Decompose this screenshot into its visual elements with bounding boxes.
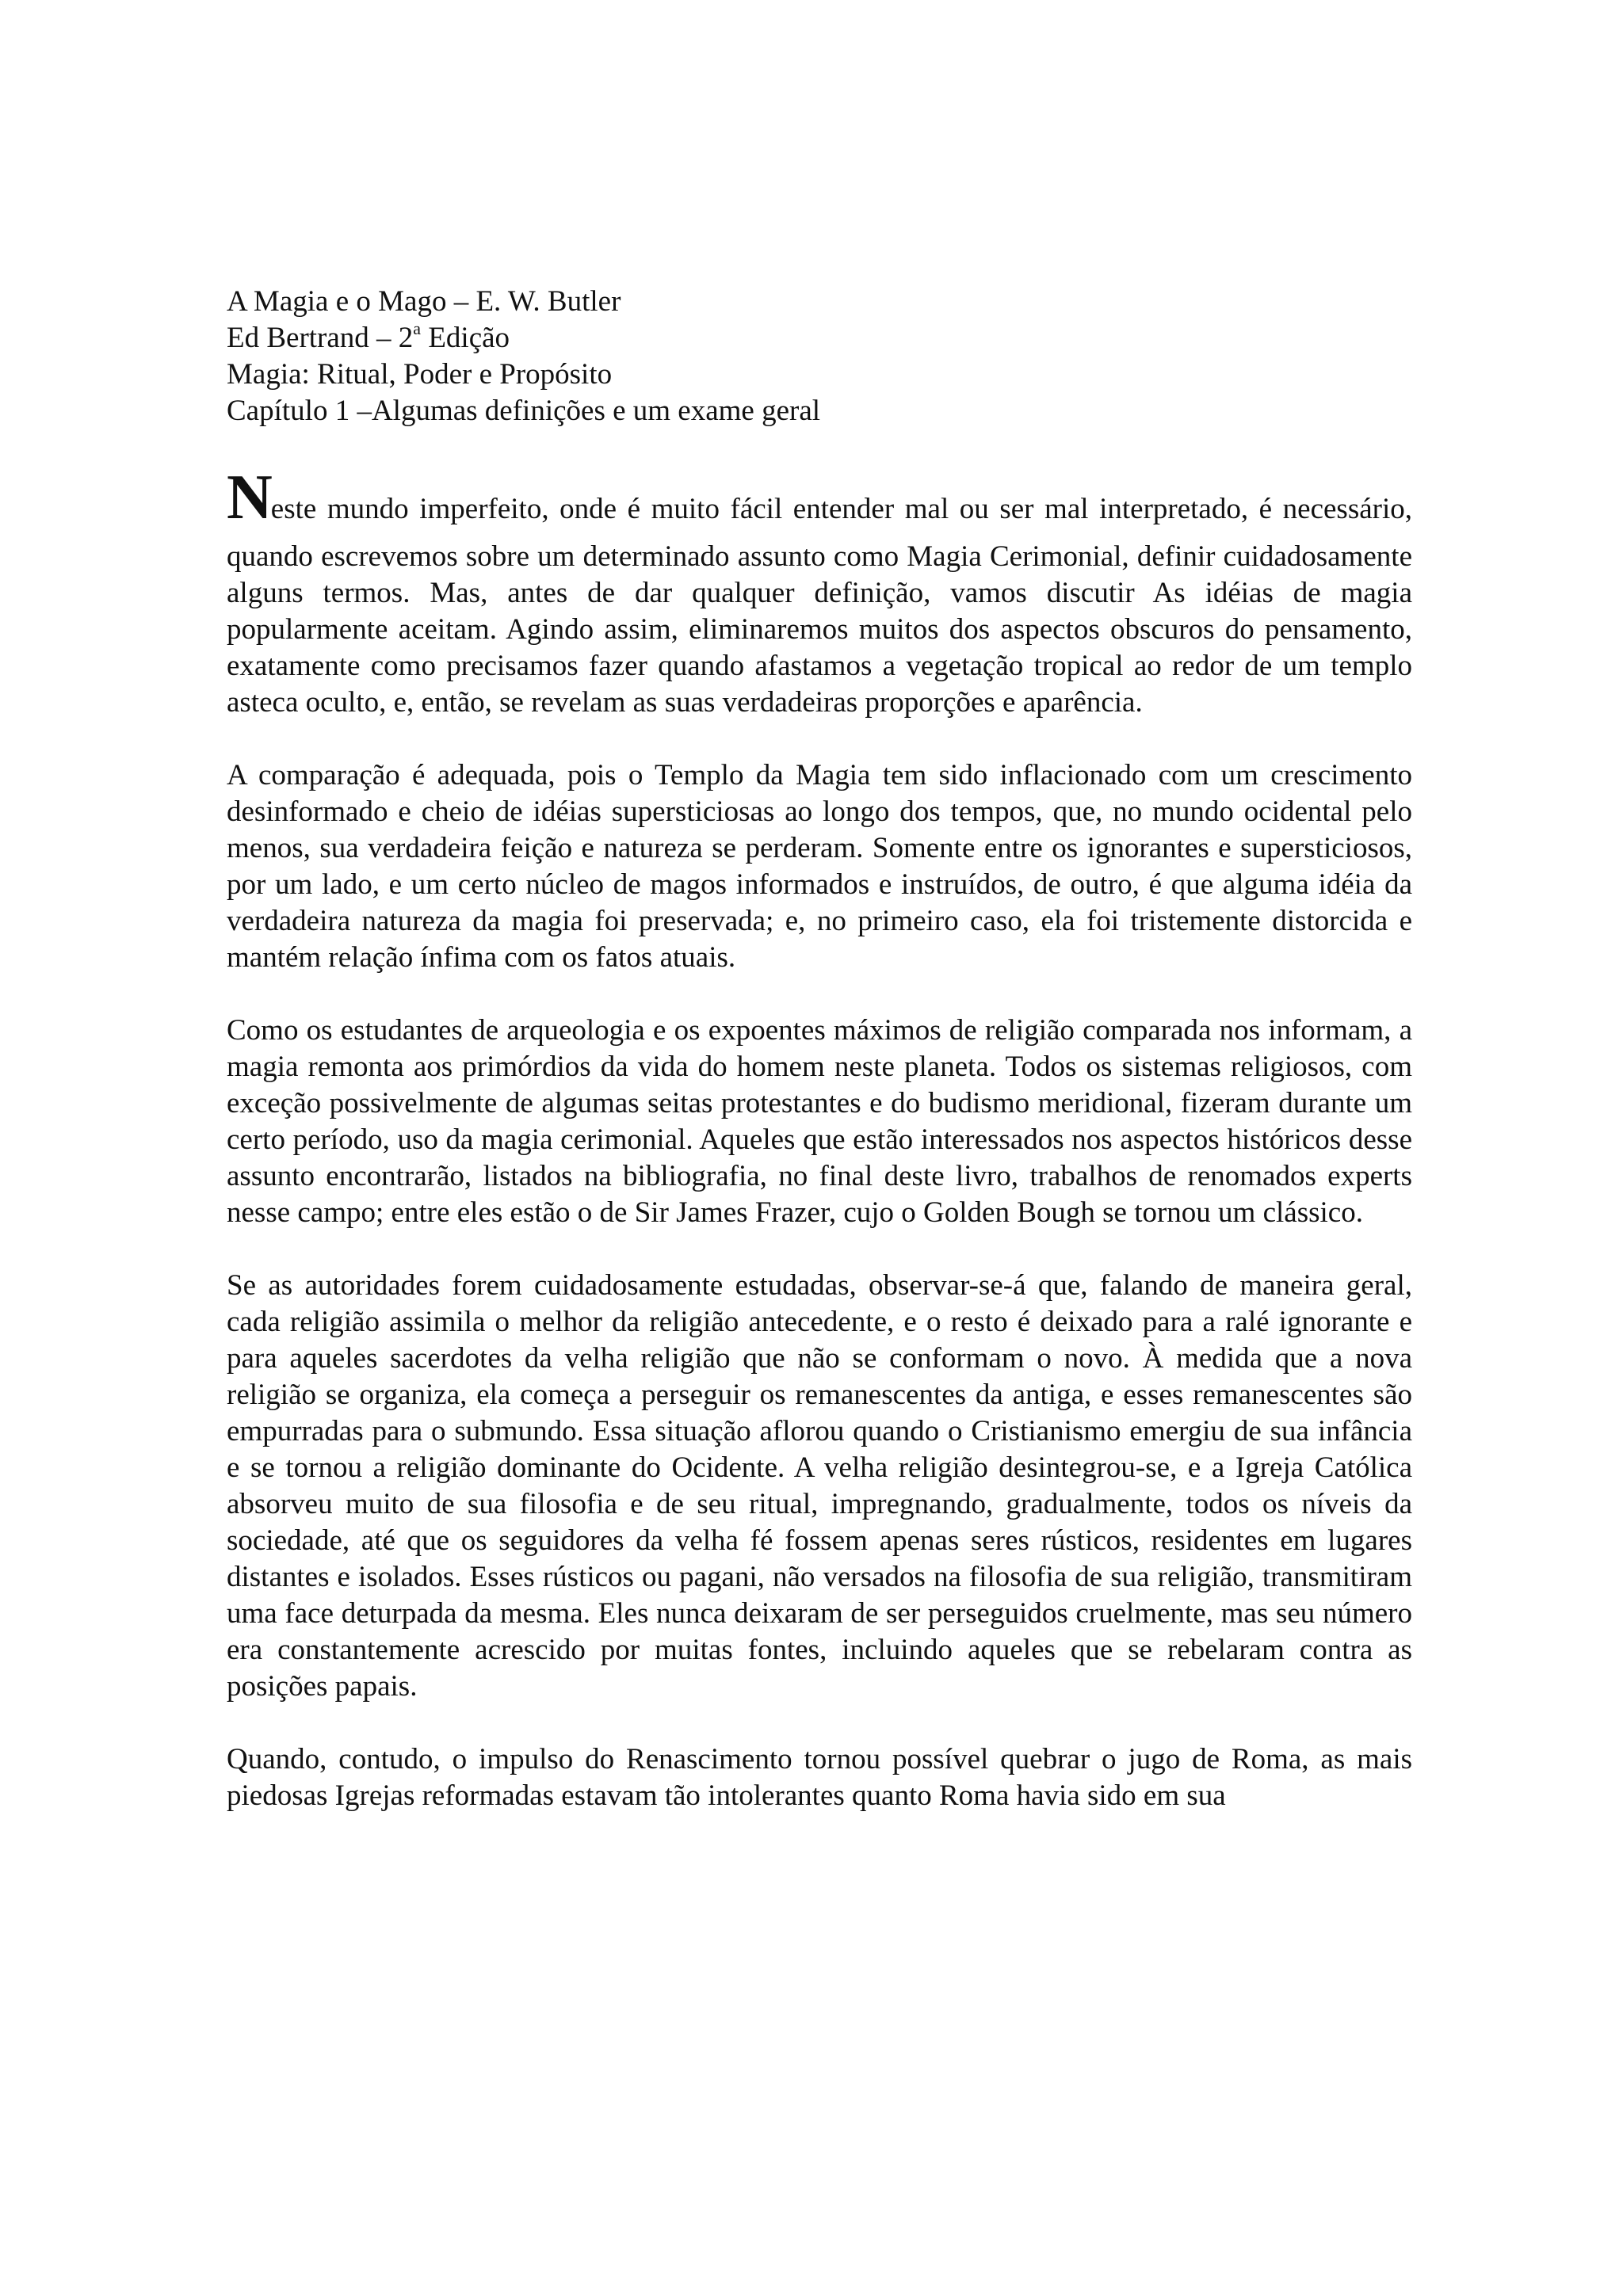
paragraph-4: Se as autoridades forem cuidadosamente estudadas, observar-se-á que, falando de maneira geral, cada religião assimila o melhor da religião antecedente, e o resto é deixado para a ralé ignorante e para aqueles sacerdotes da velha religião que não se conformam o novo. À medida que a nova religião se organiza, ela começa a perseguir os remanescentes da antiga, e esses remanescentes são empurradas para o submundo. Essa situação aflorou quando o Cristianismo emergiu de sua infância e se tornou a religião dominante do Ocidente. A velha religião desintegrou-se, e a Igreja Católica absorveu muito de sua filosofia e de seu ritual, impregnando, gradualmente, todos os níveis da sociedade, até que os seguidores da velha fé fossem apenas seres rústicos, residentes em lugares distantes e isolados. Esses rústicos ou pagani, não versados na filosofia de sua religião, transmitiram uma face deturpada da mesma. Eles nunca deixaram de ser perseguidos cruelmente, mas seu número era constantemente acrescido por muitas fontes, incluindo aqueles que se rebelaram contra as posições papais. [227, 1269, 1412, 1703]
paragraph-1 [227, 463, 1412, 721]
chapter-title: Capítulo 1 –Algumas definições e um exame geral [227, 395, 821, 427]
paragraph-1-text: este mundo imperfeito, onde é muito fácil entender mal ou ser mal interpretado, é necessário, quando escrevemos sobre um determinado assunto como Magia Cerimonial, definir cuidadosamente alguns termos. Mas, antes de dar qualquer definição, vamos discutir As idéias de magia popularmente aceitam. Agindo assim, eliminaremos muitos dos aspectos obscuros do pensamento, exatamente como precisamos fazer quando afastamos a vegetação tropical ao redor de um templo asteca oculto, e, então, se revelam as suas verdadeiras proporções e aparência. [227, 493, 1412, 719]
subtitle-line: Magia: Ritual, Poder e Propósito [227, 358, 613, 391]
edition-line [227, 320, 1412, 357]
edition-superscript: a [413, 318, 422, 338]
edition-suffix: Edição [421, 322, 510, 354]
document-header [227, 284, 1412, 429]
paragraph-3: Como os estudantes de arqueologia e os expoentes máximos de religião comparada nos informam, a magia remonta aos primórdios da vida do homem neste planeta. Todos os sistemas religiosos, com exceção possivelmente de algumas seitas protestantes e do budismo meridional, fizeram durante um certo período, uso da magia cerimonial. Aqueles que estão interessados nos aspectos históricos desse assunto encontrarão, listados na bibliografia, no final deste livro, trabalhos de renomados experts nesse campo; entre eles estão o de Sir James Frazer, cujo o Golden Bough se tornou um clássico. [227, 1014, 1412, 1229]
page-content [227, 284, 1412, 1814]
paragraph-2: A comparação é adequada, pois o Templo da Magia tem sido inflacionado com um crescimento desinformado e cheio de idéias supersticiosas ao longo dos tempos, que, no mundo ocidental pelo menos, sua verdadeira feição e natureza se perderam. Somente entre os ignorantes e supersticiosos, por um lado, e um certo núcleo de magos informados e instruídos, de outro, é que alguma idéia da verdadeira natureza da magia foi preservada; e, no primeiro caso, ela foi tristemente distorcida e mantém relação ínfima com os fatos atuais. [227, 759, 1412, 974]
drop-cap: N [227, 463, 271, 532]
book-title-line: A Magia e o Mago – E. W. Butler [227, 285, 621, 318]
paragraph-5: Quando, contudo, o impulso do Renascimento tornou possível quebrar o jugo de Roma, as mais piedosas Igrejas reformadas estavam tão intolerantes quanto Roma havia sido em sua [227, 1743, 1412, 1812]
edition-prefix: Ed Bertrand – 2 [227, 322, 414, 354]
